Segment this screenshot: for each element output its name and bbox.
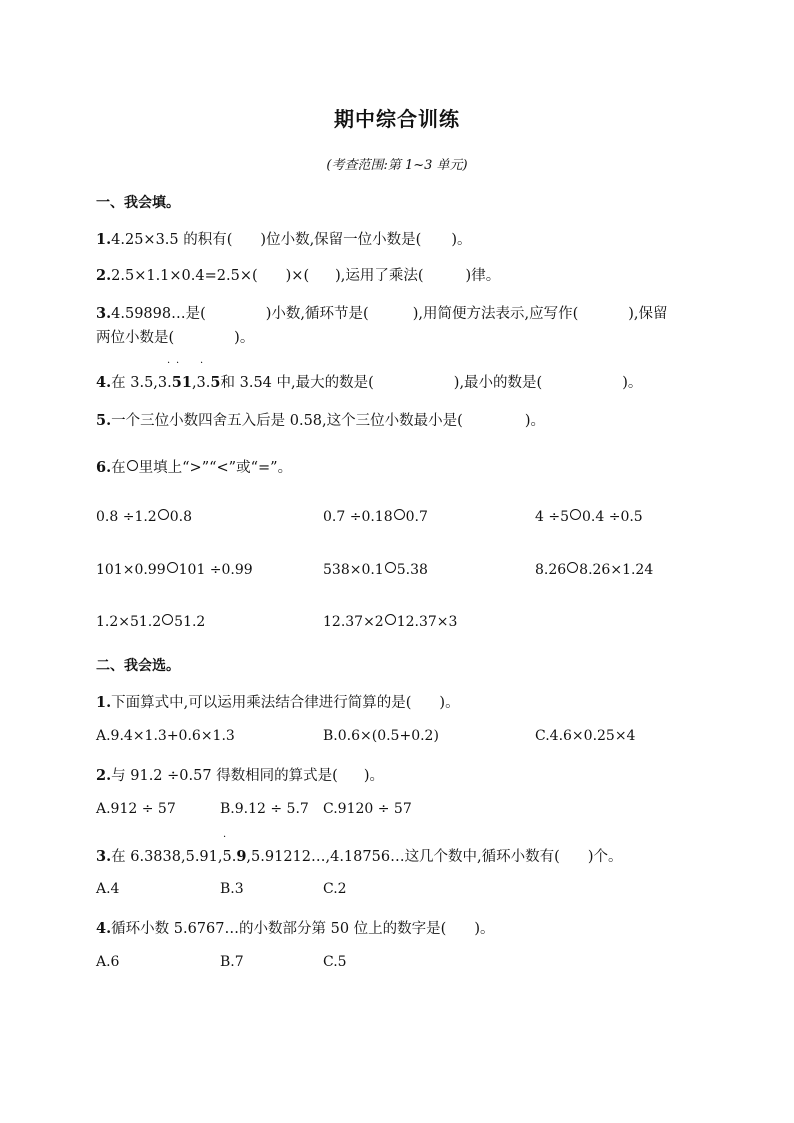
question-text: )。: [363, 768, 385, 784]
question-number: 6.: [96, 459, 112, 476]
question-1-4: [96, 371, 642, 392]
question-number: 3.: [96, 848, 112, 865]
compare-circle-icon[interactable]: [158, 509, 169, 520]
compare-left: 12.37×2: [323, 614, 384, 630]
question-text: 2.5×1.1×0.4=2.5×(: [111, 268, 258, 284]
option-c[interactable]: C.2: [323, 881, 347, 897]
option-a[interactable]: A.6: [96, 954, 120, 970]
question-number: 1.: [96, 694, 112, 711]
compare-left: 101×0.99: [96, 562, 166, 578]
question-text: ),用简便方法表示,应写作(: [412, 306, 579, 322]
question-text: 下面算式中,可以运用乘法结合律进行简算的是(: [111, 695, 412, 711]
question-1-5: [96, 409, 545, 430]
option-c[interactable]: C.9120 ÷ 57: [323, 801, 412, 817]
recurring-dot: ·: [200, 358, 204, 369]
recurring-digit: 5: [171, 374, 182, 391]
option-a[interactable]: A.9.4×1.3+0.6×1.3: [96, 728, 235, 744]
question-number: 2.: [96, 767, 112, 784]
question-number: 3.: [96, 305, 112, 322]
question-text: )。: [474, 921, 495, 937]
question-text: )位小数,保留一位小数是(: [260, 232, 422, 248]
option-b[interactable]: B.3: [220, 881, 244, 897]
option-b[interactable]: B.7: [220, 954, 244, 970]
question-text: )律。: [465, 268, 501, 284]
question-1-3: [96, 302, 668, 323]
recurring-digit: 1: [181, 374, 192, 391]
compare-circle-icon[interactable]: [385, 562, 396, 573]
recurring-dot: ·: [223, 832, 227, 843]
question-number: 1.: [96, 231, 112, 248]
recurring-digit: 5: [210, 374, 221, 391]
option-b[interactable]: B.9.12 ÷ 5.7: [220, 801, 309, 817]
question-text: 在: [111, 460, 126, 476]
compare-item: [96, 614, 205, 630]
question-number: 4.: [96, 920, 112, 937]
compare-circle-icon[interactable]: [385, 614, 396, 625]
question-text: )。: [439, 695, 460, 711]
compare-circle-icon[interactable]: [167, 562, 178, 573]
compare-left: 8.26: [535, 562, 567, 578]
option-a[interactable]: A.4: [96, 881, 120, 897]
question-text: 和 3.54 中,最大的数是(: [220, 375, 374, 391]
question-text: ,3.: [191, 375, 211, 391]
question-text: )。: [234, 330, 255, 346]
page-subtitle: (考查范围:第 1~3 单元): [326, 158, 468, 173]
compare-circle-icon[interactable]: [567, 562, 578, 573]
compare-item: [323, 614, 457, 630]
compare-circle-icon[interactable]: [162, 614, 173, 625]
compare-left: 0.7 ÷0.18: [323, 509, 393, 525]
compare-circle-icon: [127, 460, 138, 471]
question-text: )个。: [587, 849, 623, 865]
section-heading-fill: 一、我会填。: [96, 195, 180, 211]
question-text: )。: [622, 375, 643, 391]
compare-circle-icon[interactable]: [570, 509, 581, 520]
compare-item: [323, 509, 428, 525]
question-number: 5.: [96, 412, 112, 429]
question-text: ),最小的数是(: [453, 375, 543, 391]
compare-right: 0.7: [405, 509, 428, 525]
compare-right: 0.8: [169, 509, 192, 525]
question-2-1: [96, 691, 460, 712]
question-text: ,5.91212…,4.18756…这几个数中,循环小数有(: [246, 849, 560, 865]
question-1-1: [96, 228, 472, 249]
compare-left: 538×0.1: [323, 562, 384, 578]
compare-item: [323, 562, 428, 578]
compare-right: 0.4 ÷0.5: [582, 509, 643, 525]
question-text: 一个三位小数四舍五入后是 0.58,这个三位小数最小是(: [111, 413, 463, 429]
page-title: 期中综合训练: [334, 107, 460, 131]
question-text: )。: [451, 232, 472, 248]
question-text: 与 91.2 ÷0.57 得数相同的算式是(: [111, 768, 338, 784]
question-text: 4.25×3.5 的积有(: [111, 232, 233, 248]
question-2-2: [96, 764, 384, 785]
compare-item: [535, 509, 643, 525]
question-text: 在 3.5,3.: [111, 375, 172, 391]
question-text: 循环小数 5.6767…的小数部分第 50 位上的数字是(: [111, 921, 447, 937]
compare-right: 8.26×1.24: [579, 562, 654, 578]
option-b[interactable]: B.0.6×(0.5+0.2): [323, 728, 439, 744]
question-text: 在 6.3838,5.91,5.: [111, 849, 237, 865]
option-a[interactable]: A.912 ÷ 57: [96, 801, 176, 817]
question-2-3: [96, 845, 623, 866]
question-1-2: [96, 264, 500, 285]
question-text: )小数,循环节是(: [265, 306, 369, 322]
option-c[interactable]: C.5: [323, 954, 347, 970]
question-text: )×(: [285, 268, 310, 284]
section-heading-choose: 二、我会选。: [96, 658, 180, 674]
question-text: 两位小数是(: [96, 330, 175, 346]
question-1-3-cont: [96, 326, 254, 347]
recurring-dot: ·: [176, 358, 180, 369]
compare-circle-icon[interactable]: [394, 509, 405, 520]
question-text: )。: [524, 413, 545, 429]
question-2-4: [96, 917, 494, 938]
compare-left: 0.8 ÷1.2: [96, 509, 157, 525]
question-text: 4.59898…是(: [111, 306, 206, 322]
question-text: ),运用了乘法(: [335, 268, 424, 284]
recurring-dot: ·: [167, 358, 171, 369]
compare-right: 101 ÷0.99: [178, 562, 253, 578]
question-text: ),保留: [628, 306, 668, 322]
option-c[interactable]: C.4.6×0.25×4: [535, 728, 636, 744]
compare-right: 5.38: [396, 562, 428, 578]
question-number: 2.: [96, 267, 112, 284]
compare-left: 4 ÷5: [535, 509, 569, 525]
compare-right: 51.2: [174, 614, 206, 630]
recurring-digit: 9: [236, 848, 247, 865]
question-number: 4.: [96, 374, 112, 391]
question-1-6: [96, 456, 292, 477]
question-text: 里填上“>”“<”或“=”。: [138, 460, 293, 476]
compare-right: 12.37×3: [396, 614, 458, 630]
compare-left: 1.2×51.2: [96, 614, 162, 630]
compare-item: [535, 562, 653, 578]
compare-item: [96, 509, 192, 525]
compare-item: [96, 562, 253, 578]
